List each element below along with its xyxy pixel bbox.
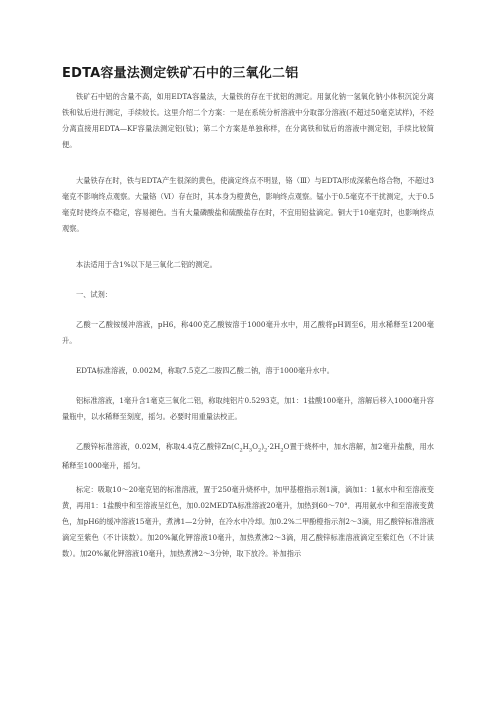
interference-paragraph: 大量铁存在时，铁与EDTA产生很深的黄色，使滴定终点不明显，铬（Ⅲ）与EDTA形成深紫色络合物，不超过3毫克不影响终点观察。大量铬（Ⅵ）存在时，其本身为橙黄色，影响终点观察。锰小于0.5毫克不干扰测定，大于0.5毫克时使终点不稳定，容易褪色。当有大量磷酸盐和硫酸盐存在时，不宜用铅盐滴定。铜大于10毫克时，也影响终点观察。	[62, 176, 434, 233]
zinc-acetate-text-b: 置于烧杯中，加水溶解，加2毫升盐酸，用水稀释至1000毫升，摇匀。	[62, 442, 434, 471]
zinc-acetate-text-a: 乙酸锌标准溶液，0.02M，称取4.4克乙酸锌	[76, 442, 222, 451]
zinc-acetate-formula: $Zn(C_2H_3O_2)_2\cdot 2H_2O$	[221, 442, 290, 454]
document-page	[62, 62, 434, 562]
document-title: EDTA容量法测定铁矿石中的三氧化二铝	[62, 66, 299, 81]
edta-standard-paragraph: EDTA标准溶液，0.002M，称取7.5克乙二胺四乙酸二钠，溶于1000毫升水中。	[76, 366, 334, 375]
scope-paragraph: 本法适用于含1%以下是三氧化二铝的测定。	[76, 260, 217, 269]
buffer-solution-paragraph: 乙酸一乙酸铵缓冲溶液，pH6，称400克乙酸铵溶于1000毫升水中，用乙酸将pH调至6，用水稀释至1200毫升。	[62, 320, 434, 345]
zinc-acetate-paragraph	[62, 439, 434, 474]
reagents-heading: 一、试剂：	[76, 290, 112, 299]
aluminum-standard-paragraph: 铝标准溶液，1毫升含1毫克三氧化二铝，称取纯铝片0.5293克，加1：1盐酸100毫升，溶解后移入1000毫升容量瓶中，以水稀释至刻度，摇匀。必要时用重量法校正。	[62, 396, 434, 421]
intro-paragraph: 铁矿石中铝的含量不高，如用EDTA容量法，大量铁的存在干扰铝的测定。用氯化钠一氢氧化钠小体积沉淀分离铁和钛后进行测定，手续较长。这里介绍二个方案：一是在系统分析溶液中分取部分溶液(不超过50毫克试样)，不经分离直接用EDTA—KF容量法测定铝(钛)；第二个方案是单独称样，在分离铁和钛后的溶液中测定铝，手续比较简便。	[62, 92, 434, 149]
calibration-paragraph: 标定：吸取10～20毫克铝的标准溶液，置于250毫升烧杯中，加甲基橙指示剂1滴，滴加1：1氨水中和至溶液变黄，再用1：1盐酸中和至溶液呈红色，加0.02MEDTA标准溶液20毫升，加热到60～70°．再用氨水中和至溶液变黄色，加pH6的缓冲溶液15毫升，煮沸1—2分钟，在冷水中冷却。加0.2%二甲酚橙指示剂2～3滴，用乙酸锌标准溶液滴定至紫色（不计读数）。加20%氟化钾溶液10毫升，加热煮沸2～3滴，用乙酸锌标准溶液滴定至紫红色（不计读数）。加20%氟化钾溶液10毫升，加热煮沸2～3分钟，取下放冷。补加指示	[62, 485, 434, 559]
